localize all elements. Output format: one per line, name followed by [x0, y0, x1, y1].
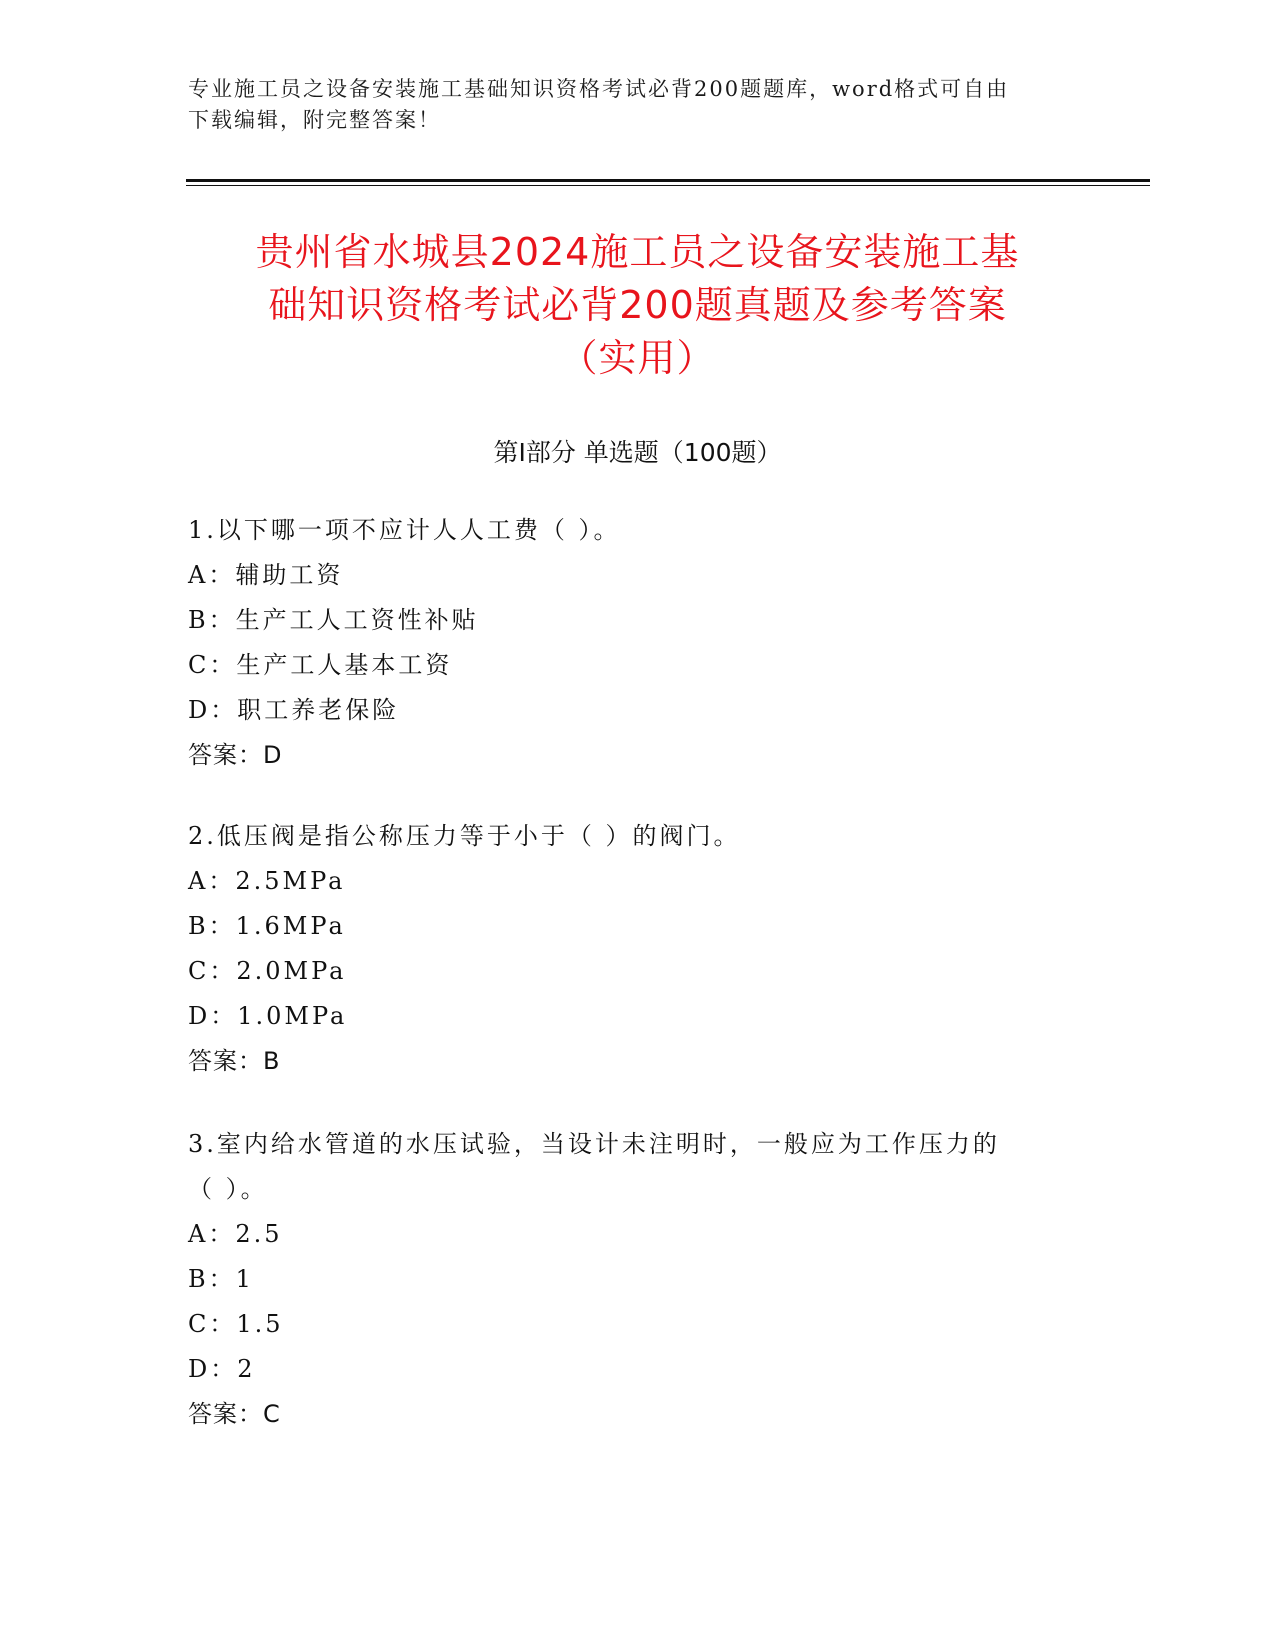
- title-line: （实用）: [559, 336, 716, 380]
- section-heading: 第Ⅰ部分 单选题（100题）: [493, 438, 782, 467]
- answer: 答案：B: [188, 1047, 281, 1075]
- question-stem-line: 2.低压阀是指公称压力等于小于（ ）的阀门。: [188, 822, 741, 850]
- question-2: [188, 814, 1088, 1084]
- question-stem-line: 1.以下哪一项不应计人人工费（ ）。: [188, 516, 621, 544]
- option-c: C：生产工人基本工资: [188, 651, 453, 679]
- option-b: B：1: [188, 1265, 254, 1293]
- option-a: A：2.5MPa: [188, 867, 346, 895]
- question-stem-line: 3.室内给水管道的水压试验，当设计未注明时，一般应为工作压力的: [188, 1130, 1000, 1158]
- header-note-line: 专业施工员之设备安装施工基础知识资格考试必背200题题库，word格式可自由: [188, 77, 1010, 101]
- option-b: B：生产工人工资性补贴: [188, 606, 479, 634]
- option-c: C：1.5: [188, 1310, 284, 1338]
- question-1: [188, 508, 1088, 778]
- option-d: D：2: [188, 1355, 256, 1383]
- option-a: A：2.5: [188, 1220, 283, 1248]
- title-line: 贵州省水城县2024施工员之设备安装施工基: [255, 230, 1020, 274]
- option-a: A：辅助工资: [188, 561, 344, 589]
- header-note-line: 下载编辑，附完整答案！: [188, 108, 441, 132]
- question-3: [188, 1122, 1088, 1437]
- header-divider-thick: [186, 179, 1150, 182]
- option-d: D：1.0MPa: [188, 1002, 348, 1030]
- option-d: D：职工养老保险: [188, 696, 400, 724]
- title-line: 础知识资格考试必背200题真题及参考答案: [268, 283, 1007, 327]
- option-b: B：1.6MPa: [188, 912, 346, 940]
- answer: 答案：C: [188, 1400, 281, 1428]
- header-note: [188, 74, 1068, 136]
- question-stem: [188, 814, 1088, 859]
- question-stem: [188, 1122, 1088, 1212]
- document-title: [150, 226, 1125, 385]
- header-divider-thin: [186, 185, 1150, 186]
- question-stem: [188, 508, 1088, 553]
- question-stem-line: （ ）。: [188, 1175, 268, 1203]
- answer: 答案：D: [188, 741, 283, 769]
- option-c: C：2.0MPa: [188, 957, 347, 985]
